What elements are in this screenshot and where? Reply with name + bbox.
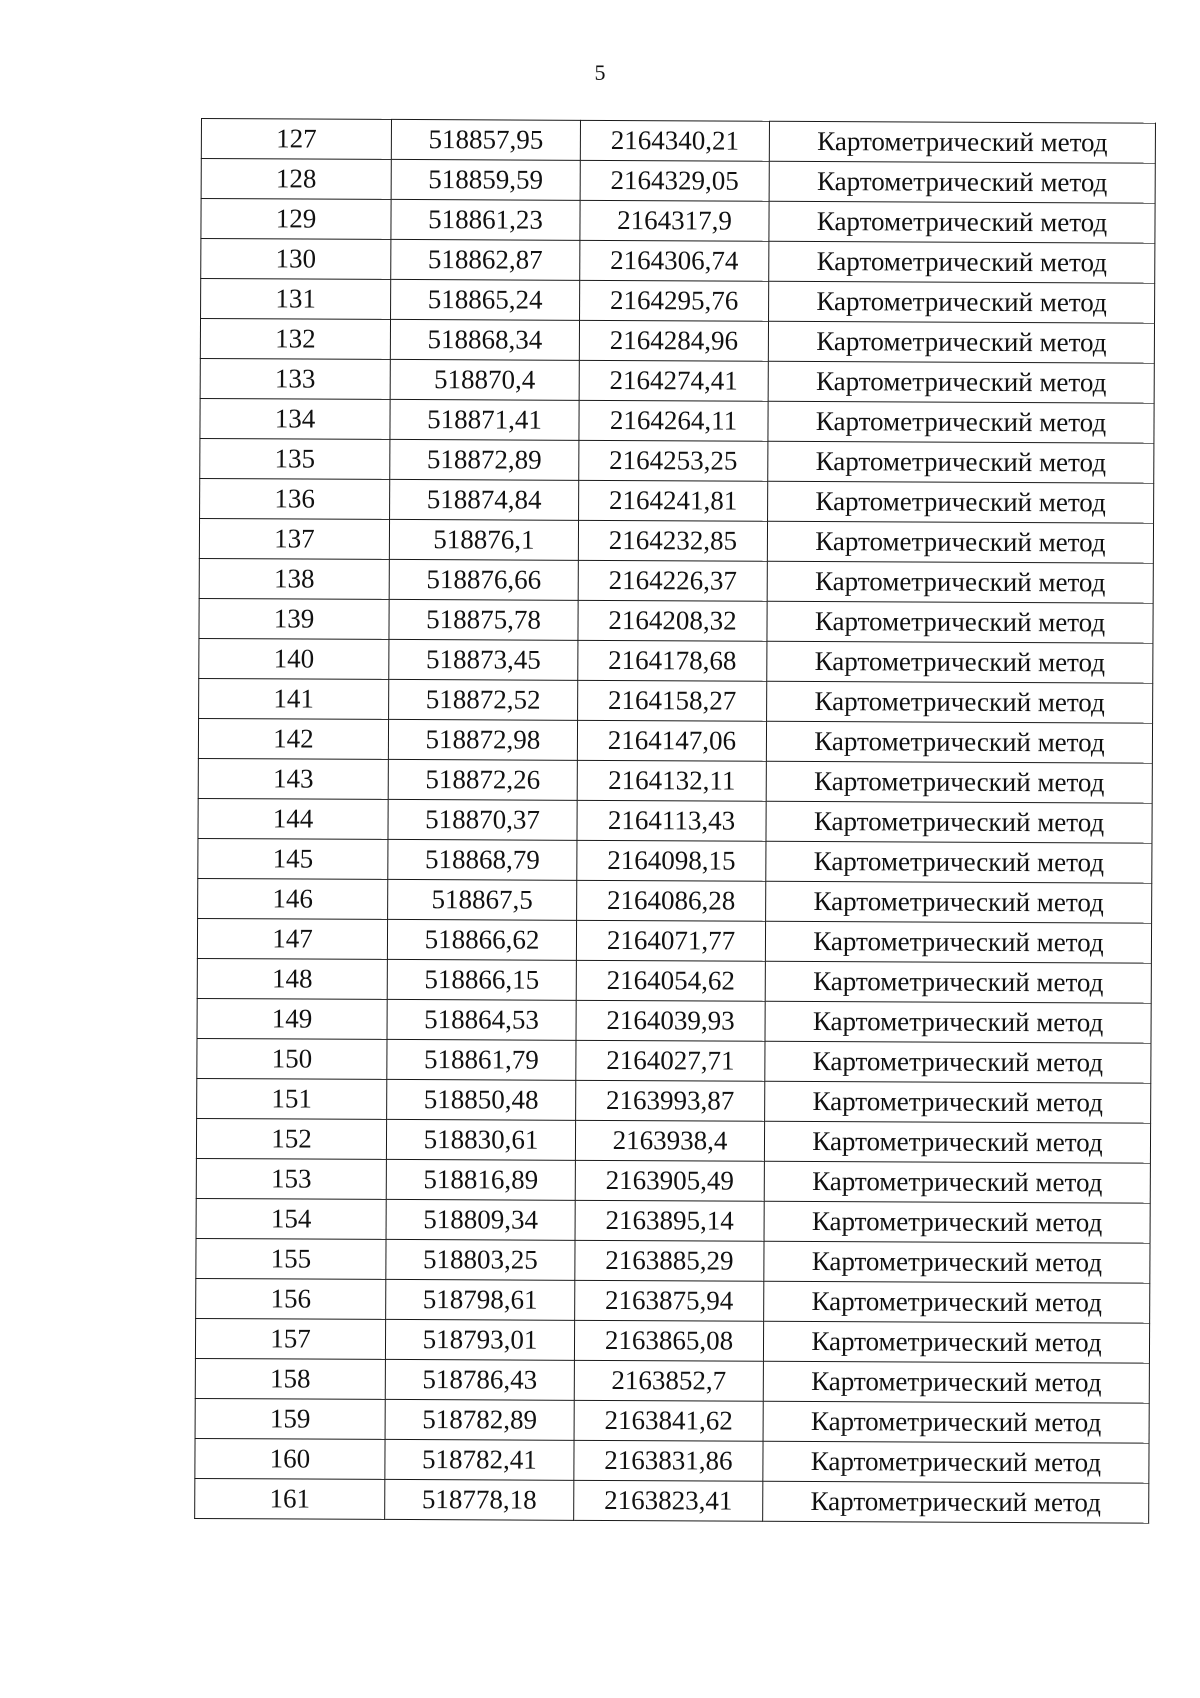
point-number-cell: 155: [196, 1238, 386, 1279]
point-number-cell: 135: [200, 438, 390, 479]
point-number-cell: 138: [199, 558, 389, 599]
method-cell: Картометрический метод: [763, 1441, 1149, 1483]
point-number-cell: 132: [200, 319, 390, 360]
point-number-cell: 128: [201, 159, 391, 200]
method-cell: Картометрический метод: [764, 1121, 1150, 1163]
table-row: [198, 718, 1152, 763]
table-row: [196, 1158, 1150, 1203]
y-coordinate-cell: 2164317,9: [580, 200, 769, 241]
method-cell: Картометрический метод: [766, 721, 1152, 763]
point-number-cell: 159: [195, 1398, 385, 1439]
method-cell: Картометрический метод: [764, 1281, 1150, 1323]
table-row: [196, 1238, 1150, 1283]
x-coordinate-cell: 518872,98: [388, 719, 577, 760]
point-number-cell: 130: [201, 239, 391, 280]
table-row: [199, 678, 1153, 723]
point-number-cell: 129: [201, 199, 391, 240]
x-coordinate-cell: 518830,61: [386, 1119, 575, 1160]
y-coordinate-cell: 2163993,87: [576, 1080, 765, 1121]
x-coordinate-cell: 518861,79: [387, 1039, 576, 1080]
y-coordinate-cell: 2163875,94: [575, 1280, 764, 1321]
point-number-cell: 127: [201, 119, 391, 160]
point-number-cell: 153: [196, 1158, 386, 1199]
x-coordinate-cell: 518850,48: [387, 1079, 576, 1120]
x-coordinate-cell: 518864,53: [387, 999, 576, 1040]
table-row: [197, 958, 1151, 1003]
method-cell: Картометрический метод: [765, 921, 1151, 963]
table-row: [201, 159, 1155, 204]
point-number-cell: 142: [198, 718, 388, 759]
x-coordinate-cell: 518857,95: [391, 119, 580, 160]
y-coordinate-cell: 2164071,77: [576, 920, 765, 961]
table-row: [198, 878, 1152, 923]
table-row: [195, 1438, 1149, 1483]
point-number-cell: 152: [196, 1118, 386, 1159]
x-coordinate-cell: 518871,41: [390, 399, 579, 440]
x-coordinate-cell: 518782,41: [385, 1439, 574, 1480]
point-number-cell: 149: [197, 998, 387, 1039]
x-coordinate-cell: 518782,89: [385, 1399, 574, 1440]
table-row: [200, 438, 1154, 483]
x-coordinate-cell: 518876,66: [389, 559, 578, 600]
point-number-cell: 150: [197, 1038, 387, 1079]
x-coordinate-cell: 518870,37: [388, 799, 577, 840]
point-number-cell: 161: [195, 1478, 385, 1519]
method-cell: Картометрический метод: [769, 281, 1155, 323]
table-row: [200, 358, 1154, 403]
method-cell: Картометрический метод: [768, 321, 1154, 363]
point-number-cell: 131: [201, 279, 391, 320]
point-number-cell: 141: [199, 678, 389, 719]
table-row: [196, 1278, 1150, 1323]
x-coordinate-cell: 518867,5: [388, 879, 577, 920]
table-row: [198, 798, 1152, 843]
table-row: [201, 199, 1155, 244]
method-cell: Картометрический метод: [769, 201, 1155, 243]
y-coordinate-cell: 2163885,29: [575, 1240, 764, 1281]
point-number-cell: 136: [200, 478, 390, 519]
y-coordinate-cell: 2164306,74: [580, 240, 769, 281]
x-coordinate-cell: 518859,59: [391, 159, 580, 200]
point-number-cell: 147: [197, 918, 387, 959]
method-cell: Картометрический метод: [763, 1361, 1149, 1403]
point-number-cell: 137: [199, 518, 389, 559]
y-coordinate-cell: 2163841,62: [574, 1400, 763, 1441]
x-coordinate-cell: 518865,24: [391, 279, 580, 320]
coordinates-table-container: [194, 118, 1156, 1524]
table-row: [197, 918, 1151, 963]
x-coordinate-cell: 518866,62: [387, 919, 576, 960]
table-row: [197, 998, 1151, 1043]
method-cell: Картометрический метод: [768, 481, 1154, 523]
table-row: [195, 1318, 1149, 1363]
y-coordinate-cell: 2164147,06: [577, 720, 766, 761]
point-number-cell: 133: [200, 358, 390, 399]
method-cell: Картометрический метод: [766, 841, 1152, 883]
point-number-cell: 160: [195, 1438, 385, 1479]
y-coordinate-cell: 2163905,49: [575, 1160, 764, 1201]
x-coordinate-cell: 518809,34: [386, 1199, 575, 1240]
y-coordinate-cell: 2164113,43: [577, 800, 766, 841]
x-coordinate-cell: 518875,78: [389, 599, 578, 640]
y-coordinate-cell: 2164054,62: [576, 960, 765, 1001]
point-number-cell: 158: [195, 1358, 385, 1399]
point-number-cell: 140: [199, 638, 389, 679]
y-coordinate-cell: 2164241,81: [579, 480, 768, 521]
table-row: [198, 758, 1152, 803]
point-number-cell: 156: [196, 1278, 386, 1319]
x-coordinate-cell: 518778,18: [385, 1479, 574, 1520]
x-coordinate-cell: 518861,23: [391, 199, 580, 240]
y-coordinate-cell: 2163865,08: [574, 1320, 763, 1361]
coordinates-table-body: [195, 119, 1156, 1524]
x-coordinate-cell: 518872,52: [389, 679, 578, 720]
y-coordinate-cell: 2164178,68: [578, 640, 767, 681]
y-coordinate-cell: 2164295,76: [580, 280, 769, 321]
coordinates-table: [194, 118, 1156, 1524]
x-coordinate-cell: 518803,25: [386, 1239, 575, 1280]
table-row: [199, 598, 1153, 643]
x-coordinate-cell: 518876,1: [389, 519, 578, 560]
table-row: [197, 1078, 1151, 1123]
y-coordinate-cell: 2164208,32: [578, 600, 767, 641]
x-coordinate-cell: 518868,34: [390, 319, 579, 360]
method-cell: Картометрический метод: [769, 161, 1155, 203]
table-row: [196, 1118, 1150, 1163]
table-row: [195, 1358, 1149, 1403]
x-coordinate-cell: 518866,15: [387, 959, 576, 1000]
y-coordinate-cell: 2164284,96: [579, 320, 768, 361]
point-number-cell: 157: [195, 1318, 385, 1359]
x-coordinate-cell: 518872,26: [388, 759, 577, 800]
point-number-cell: 145: [198, 838, 388, 879]
method-cell: Картометрический метод: [766, 801, 1152, 843]
table-row: [199, 638, 1153, 683]
table-row: [195, 1478, 1149, 1523]
method-cell: Картометрический метод: [765, 1001, 1151, 1043]
y-coordinate-cell: 2164264,11: [579, 400, 768, 441]
method-cell: Картометрический метод: [769, 121, 1155, 163]
y-coordinate-cell: 2164027,71: [576, 1040, 765, 1081]
x-coordinate-cell: 518870,4: [390, 359, 579, 400]
table-row: [195, 1398, 1149, 1443]
method-cell: Картометрический метод: [766, 761, 1152, 803]
y-coordinate-cell: 2163823,41: [574, 1480, 763, 1521]
table-row: [199, 558, 1153, 603]
method-cell: Картометрический метод: [767, 561, 1153, 603]
x-coordinate-cell: 518793,01: [385, 1319, 574, 1360]
method-cell: Картометрический метод: [764, 1241, 1150, 1283]
method-cell: Картометрический метод: [765, 1081, 1151, 1123]
method-cell: Картометрический метод: [763, 1481, 1149, 1523]
method-cell: Картометрический метод: [763, 1321, 1149, 1363]
point-number-cell: 148: [197, 958, 387, 999]
method-cell: Картометрический метод: [764, 1201, 1150, 1243]
table-row: [200, 398, 1154, 443]
y-coordinate-cell: 2163938,4: [575, 1120, 764, 1161]
point-number-cell: 134: [200, 398, 390, 439]
method-cell: Картометрический метод: [767, 681, 1153, 723]
y-coordinate-cell: 2164274,41: [579, 360, 768, 401]
y-coordinate-cell: 2164132,11: [577, 760, 766, 801]
x-coordinate-cell: 518873,45: [389, 639, 578, 680]
table-row: [200, 478, 1154, 523]
y-coordinate-cell: 2164098,15: [577, 840, 766, 881]
table-row: [198, 838, 1152, 883]
table-row: [201, 239, 1155, 284]
method-cell: Картометрический метод: [767, 601, 1153, 643]
x-coordinate-cell: 518786,43: [385, 1359, 574, 1400]
x-coordinate-cell: 518798,61: [386, 1279, 575, 1320]
point-number-cell: 144: [198, 798, 388, 839]
method-cell: Картометрический метод: [763, 1401, 1149, 1443]
method-cell: Картометрический метод: [766, 881, 1152, 923]
table-row: [199, 518, 1153, 563]
table-row: [201, 279, 1155, 324]
method-cell: Картометрический метод: [767, 641, 1153, 683]
method-cell: Картометрический метод: [765, 961, 1151, 1003]
table-row: [200, 319, 1154, 364]
method-cell: Картометрический метод: [768, 441, 1154, 483]
point-number-cell: 154: [196, 1198, 386, 1239]
y-coordinate-cell: 2164329,05: [580, 160, 769, 201]
y-coordinate-cell: 2164086,28: [577, 880, 766, 921]
page-number: 5: [594, 60, 606, 85]
method-cell: Картометрический метод: [764, 1161, 1150, 1203]
table-row: [196, 1198, 1150, 1243]
method-cell: Картометрический метод: [769, 241, 1155, 283]
table-row: [201, 119, 1155, 164]
y-coordinate-cell: 2164232,85: [578, 520, 767, 561]
x-coordinate-cell: 518872,89: [390, 439, 579, 480]
y-coordinate-cell: 2163831,86: [574, 1440, 763, 1481]
x-coordinate-cell: 518862,87: [391, 239, 580, 280]
point-number-cell: 146: [198, 878, 388, 919]
method-cell: Картометрический метод: [768, 401, 1154, 443]
y-coordinate-cell: 2164226,37: [578, 560, 767, 601]
y-coordinate-cell: 2164039,93: [576, 1000, 765, 1041]
y-coordinate-cell: 2163895,14: [575, 1200, 764, 1241]
method-cell: Картометрический метод: [767, 521, 1153, 563]
y-coordinate-cell: 2164158,27: [578, 680, 767, 721]
y-coordinate-cell: 2163852,7: [574, 1360, 763, 1401]
x-coordinate-cell: 518874,84: [390, 479, 579, 520]
y-coordinate-cell: 2164340,21: [580, 120, 769, 161]
point-number-cell: 151: [197, 1078, 387, 1119]
method-cell: Картометрический метод: [765, 1041, 1151, 1083]
point-number-cell: 143: [198, 758, 388, 799]
x-coordinate-cell: 518868,79: [388, 839, 577, 880]
y-coordinate-cell: 2164253,25: [579, 440, 768, 481]
x-coordinate-cell: 518816,89: [386, 1159, 575, 1200]
point-number-cell: 139: [199, 598, 389, 639]
table-row: [197, 1038, 1151, 1083]
method-cell: Картометрический метод: [768, 361, 1154, 403]
